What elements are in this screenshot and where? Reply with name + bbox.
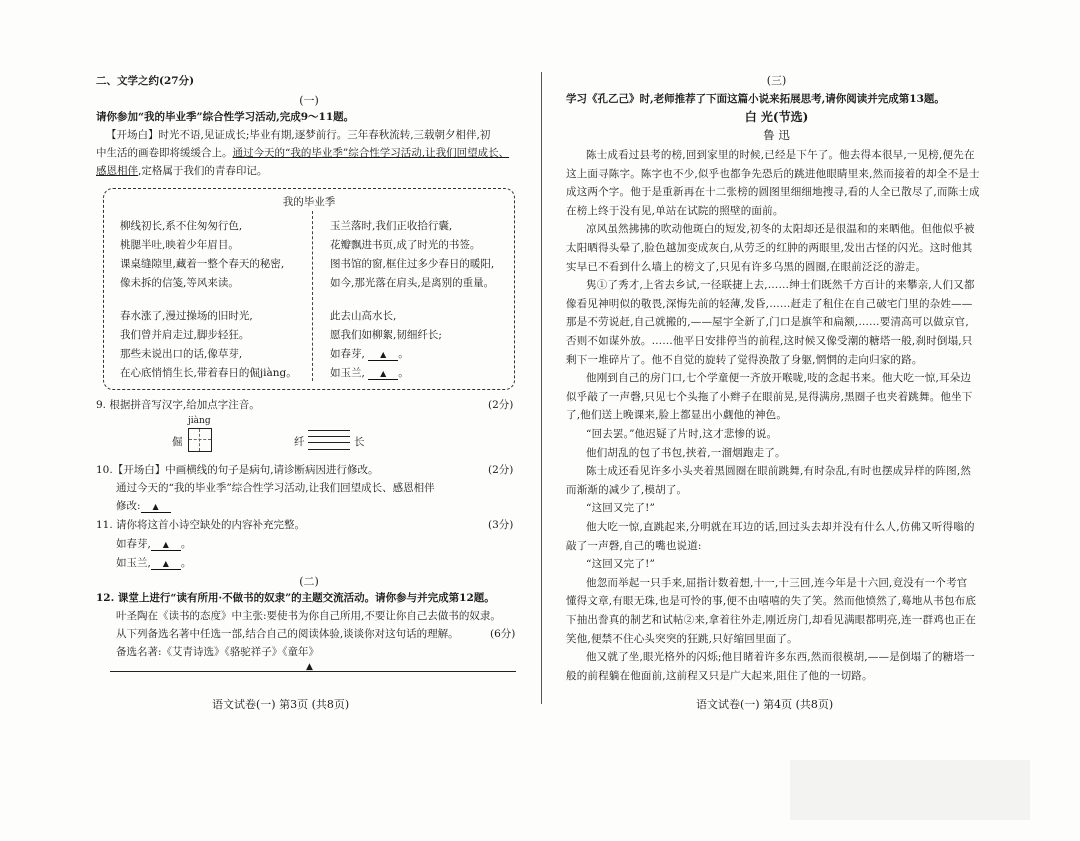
question-11-line-a [116, 537, 191, 551]
poem-line: 课桌缝隙里,藏着一整个春天的秘密, [120, 258, 285, 270]
story-line: 隽①了秀才,上省去乡试,一径联捷上去,……绅士们既然千方百计的来攀亲,人们又都 [586, 279, 975, 292]
instruction-text: 请你参加“我的毕业季”综合性学习活动,完成9～11题。 [96, 111, 355, 123]
section-title: 二、文学之约(27分) [96, 75, 195, 87]
poem-line: 此去山高水长, [330, 310, 397, 322]
story-line: 了,他们送上晚课来,脸上都显出小觑他的神色。 [566, 409, 788, 422]
poem-box [103, 188, 515, 390]
story-line: 实早已不看到什么墙上的榜文了,只见有许多乌黑的圆圈,在眼前泛泛的游走。 [566, 260, 927, 273]
opening-text: 中生活的画卷即将缓缓合上。 [96, 147, 233, 159]
story-line: 陈士成看过县考的榜,回到家里的时候,已经是下午了。他去得本很早,一见榜,便先在 [586, 149, 975, 161]
character-answer-grid[interactable] [188, 428, 212, 452]
story-line: 他又就了坐,眼光格外的闪烁;他目睹着许多东西,然而很模胡,——是倒塌了的糖塔一 [586, 651, 975, 664]
question-10: 10.【开场白】中画横线的句子是病句,请诊断病因进行修改。 [96, 464, 379, 476]
intro-text: 学习《孔乙己》时,老师推荐了下面这篇小说来拓展思考,请你阅读并完成第13题。 [566, 93, 945, 105]
story-line: 似乎敲了一声磬,只见七个头拖了小辫子在眼前晃,晃得满房,黑圈子也夹着跳舞。他坐下 [566, 390, 973, 403]
poem-line: 柳线初长,系不住匆匆行色, [120, 220, 243, 232]
question-12: 12. 课堂上进行“读有所用·不做书的奴隶”的主题交流活动。请你参与并完成第12题。 [96, 592, 495, 604]
fix-label: 修改: [116, 500, 141, 512]
story-line: 他刚到自己的房门口,七个学童便一齐放开喉咙,吱的念起书来。他大吃一惊,耳朵边 [586, 372, 972, 385]
answer-marker: ▲ [306, 662, 313, 672]
underlined-sentence: 通过今天的“我的毕业季”综合性学习活动,让我们回望成长、 [232, 147, 510, 159]
story-title: 白 光(节选) [744, 110, 809, 124]
story-line: “回去罢。”他迟疑了片时,这才悲惨的说。 [586, 428, 778, 440]
answer-blank[interactable]: ▲ [151, 540, 181, 551]
poem-line: 在心底悄悄生长,带着春日的倔jiàng。 [120, 367, 297, 379]
answer-blank[interactable]: ▲ [368, 350, 398, 361]
blank-period: 。 [180, 538, 192, 550]
opening-line-2 [96, 146, 509, 160]
story-line: 敲了一声磬,自己的嘴也说道: [566, 539, 702, 552]
page-footer: 语文试卷(一) 第4页 (共8页) [696, 698, 834, 711]
poem-line: 玉兰落时,我们正收拾行囊, [330, 220, 453, 232]
story-line: “这回又完了!” [586, 558, 656, 571]
story-line: 他大吃一惊,直跳起来,分明就在耳边的话,回过头去却并没有什么人,仿佛又听得嗡的 [586, 521, 975, 533]
scan-shadow [790, 760, 1030, 820]
blank-prefix: 如玉兰, [116, 557, 151, 569]
question-12-options: 备选名著:《艾青诗选》《骆驼祥子》《童年》 [116, 646, 320, 658]
story-line: 在榜上终于没有见,单站在试院的照壁的面前。 [566, 204, 784, 217]
question-10-score: (2分) [488, 464, 514, 476]
poem-line: 我们曾并肩走过,脚步轻狂。 [120, 329, 250, 341]
story-line: 而渐渐的减少了,模胡了。 [566, 483, 688, 496]
question-9: 9. 根据拼音写汉字,给加点字注音。 [96, 399, 260, 411]
poem-period: 。 [398, 367, 409, 379]
story-line: 成这两个字。他于是重新再在十二张榜的圆图里细细地搜寻,看的人全已散尽了,而陈士成 [566, 186, 980, 199]
opening-line-3 [96, 164, 267, 178]
question-10-fix [116, 499, 171, 513]
exam-page-3 [96, 60, 522, 720]
poem-line: 春水涨了,漫过操场的旧时光, [120, 310, 253, 322]
poem-line: 像未拆的信笺,等风来读。 [120, 277, 239, 289]
blank-prefix: 如春芽, [116, 538, 151, 550]
answer-blank[interactable]: ▲ [368, 369, 398, 380]
pinyin-label: jiàng [188, 416, 211, 426]
story-line: 笑他,便禁不住心头突突的狂跳,只好缩回里面了。 [566, 632, 798, 645]
question-9-score: (2分) [488, 399, 514, 411]
part-one-label: (一) [299, 94, 319, 107]
pinyin-answer-lines[interactable] [308, 430, 350, 450]
part-two-label: (二) [299, 575, 319, 588]
question-11-score: (3分) [488, 519, 514, 531]
story-line: 懂得文章,有眼无珠,也是可怜的事,便不由嘻嘻的失了笑。然而他愤然了,蓦地从书包布底 [566, 595, 977, 608]
story-line: 太阳晒得头晕了,脸色越加变成灰白,从劳乏的红肿的两眼里,发出古怪的闪光。这时他其 [566, 242, 973, 254]
poem-line: 愿我们如柳絮,韧细纤长; [330, 329, 442, 341]
poem-line: 桃腮半吐,映着少年眉目。 [120, 239, 239, 251]
answer-blank[interactable]: ▲ [141, 502, 171, 513]
page-divider [541, 72, 542, 704]
part-three-label: (三) [766, 74, 787, 87]
opening-text-end: ,定格属于我们的青春印记。 [138, 165, 268, 177]
question-11-line-b [116, 556, 191, 570]
poem-blank-prefix: 如玉兰, [330, 367, 369, 379]
opening-line-1: 【开场白】时光不语,见证成长;毕业有期,逐梦前行。三年春秋流转,三载朝夕相伴,初 [106, 129, 491, 141]
poem-line: 图书馆的窗,框住过多少春日的暖阳, [330, 258, 495, 270]
question-10-sentence: 通过今天的“我的毕业季”综合性学习活动,让我们回望成长、感恩相伴 [116, 482, 435, 494]
char-jue: 倔 [172, 436, 183, 448]
story-line: 那是不劳说赶,自己就搬的,——屋宇全新了,门口是旗竿和扁额,……要清高可以做京官, [566, 316, 969, 329]
poem-title: 我的毕业季 [282, 196, 336, 208]
exam-page-4 [566, 60, 987, 720]
poem-line: 如今,那光落在肩头,是离别的重量。 [330, 277, 495, 289]
poem-line: 花瓣飘进书页,成了时光的书签。 [330, 239, 481, 251]
story-author: 鲁 迅 [763, 128, 790, 142]
question-12-score: (6分) [490, 628, 516, 640]
question-11: 11. 请你将这首小诗空缺处的内容补充完整。 [96, 519, 306, 531]
poem-blank-line [330, 347, 409, 361]
story-line: 否则不如谋外放。……他平日安排停当的前程,这时候又像受潮的糖塔一般,刹时倒塌,只 [566, 335, 973, 347]
underlined-sentence-end: 感恩相伴 [96, 165, 138, 177]
story-line: “这回又完了!” [586, 502, 656, 515]
story-line: 凉风虽然拂拂的吹动他斑白的短发,初冬的太阳却还是很温和的来晒他。但他似乎被 [586, 223, 975, 236]
story-line: 他忽而举起一只手来,屈指计数着想,十一,十三回,连今年是十六回,竟没有一个考官 [586, 576, 968, 589]
answer-blank[interactable]: ▲ [151, 559, 181, 570]
poem-blank-line [330, 366, 409, 380]
story-line: 下抽出誊真的制艺和试帖②来,拿着往外走,刚近房门,却看见满眼都明亮,连一群鸡也正在 [566, 614, 977, 626]
poem-line: 那些未说出口的话,像草芽, [120, 348, 243, 360]
story-line: 这上面寻陈字。陈字也不少,似乎也都争先恐后的跳进他眼睛里来,然而接着的却全不是士 [566, 167, 980, 180]
blank-period: 。 [180, 557, 192, 569]
char-chang: 长 [354, 436, 365, 448]
poem-divider [312, 211, 313, 381]
page-footer: 语文试卷(一) 第3页 (共8页) [212, 698, 350, 711]
poem-period: 。 [398, 348, 409, 360]
poem-blank-prefix: 如春芽, [330, 348, 369, 360]
question-12-quote: 叶圣陶在《读书的态度》中主张:要使书为你自己所用,不要让你自己去做书的奴隶。 [116, 610, 501, 622]
answer-line[interactable] [110, 671, 516, 672]
story-line: 陈士成还看见许多小头夹着黑圆圈在眼前跳舞,有时杂乱,有时也摆成异样的阵图,然 [586, 465, 972, 478]
story-line: 像看见神明似的敬畏,深悔先前的轻薄,发昏,……赶走了租住在自己破宅门里的杂姓—— [566, 297, 973, 310]
question-12-task: 从下列备选名著中任选一部,结合自己的阅读体验,谈谈你对这句话的理解。 [116, 628, 459, 640]
char-xian: 纤 [294, 436, 305, 448]
story-line: 他们胡乱的包了书包,挟着,一溜烟跑走了。 [586, 446, 786, 459]
story-line: 般的前程躺在他面前,这前程又只是广大起来,阻住了他的一切路。 [566, 669, 873, 682]
story-line: 剩下一堆碎片了。他不自觉的旋转了觉得涣散了身躯,惘惘的走向归家的路。 [566, 353, 923, 366]
